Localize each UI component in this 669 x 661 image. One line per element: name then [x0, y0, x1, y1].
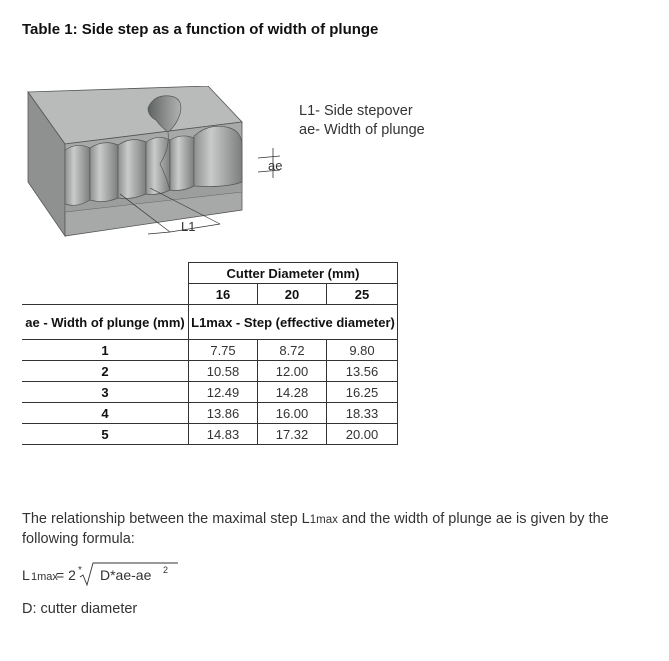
table-header-row — [22, 263, 398, 284]
value-cell: 8.72 — [258, 340, 327, 361]
l1max-step-header: L1max - Step (effective diameter) — [189, 305, 398, 340]
legend-ae: ae- Width of plunge — [299, 122, 425, 138]
table-corner-empty — [22, 263, 189, 284]
table-row — [22, 424, 398, 445]
value-cell: 10.58 — [189, 361, 258, 382]
relationship-paragraph — [22, 510, 652, 549]
value-cell: 7.75 — [189, 340, 258, 361]
table-row — [22, 361, 398, 382]
legend-l1: L1- Side stepover — [299, 103, 413, 119]
l1max-formula — [22, 561, 322, 587]
value-cell: 9.80 — [327, 340, 398, 361]
subheader-row — [22, 305, 398, 340]
value-cell: 13.56 — [327, 361, 398, 382]
ae-width-header: ae - Width of plunge (mm) — [22, 305, 189, 340]
ae-value: 4 — [22, 403, 189, 424]
table-row — [22, 403, 398, 424]
value-cell: 14.28 — [258, 382, 327, 403]
ae-value: 2 — [22, 361, 189, 382]
diameter-20: 20 — [258, 284, 327, 305]
paragraph-subscript: 1max — [309, 514, 338, 526]
value-cell: 17.32 — [258, 424, 327, 445]
plunge-milling-diagram — [20, 86, 290, 244]
ae-value: 5 — [22, 424, 189, 445]
table-row — [22, 382, 398, 403]
table-row — [22, 340, 398, 361]
cutter-diameter-note: D: cutter diameter — [22, 601, 138, 617]
formula-exponent: 2 — [163, 565, 169, 575]
paragraph-text-2: and the width of plunge ae is given by the following formula: — [22, 511, 609, 547]
side-step-table — [22, 262, 398, 445]
ae-value: 1 — [22, 340, 189, 361]
formula-lhs-subscript: 1max — [31, 571, 58, 583]
value-cell: 12.00 — [258, 361, 327, 382]
paragraph-text-1: The relationship between the maximal step L — [22, 511, 310, 527]
ae-value: 3 — [22, 382, 189, 403]
diameter-16: 16 — [189, 284, 258, 305]
formula-equals: = 2 — [56, 567, 76, 583]
value-cell: 14.83 — [189, 424, 258, 445]
value-cell: 20.00 — [327, 424, 398, 445]
formula-multiply-star: * — [78, 565, 82, 576]
cutter-diameter-header: Cutter Diameter (mm) — [189, 263, 398, 284]
value-cell: 16.25 — [327, 382, 398, 403]
formula-radicand: D*ae-ae — [100, 567, 152, 583]
l1-dimension-label: L1 — [181, 219, 196, 234]
value-cell: 13.86 — [189, 403, 258, 424]
page-title: Table 1: Side step as a function of width of plunge — [22, 21, 379, 38]
diameter-25: 25 — [327, 284, 398, 305]
value-cell: 16.00 — [258, 403, 327, 424]
value-cell: 18.33 — [327, 403, 398, 424]
formula-lhs: L — [22, 567, 30, 583]
value-cell: 12.49 — [189, 382, 258, 403]
diameter-row — [22, 284, 398, 305]
table-empty-cell — [22, 284, 189, 305]
figure-legend — [299, 102, 425, 140]
ae-dimension-label: ae — [268, 158, 283, 173]
